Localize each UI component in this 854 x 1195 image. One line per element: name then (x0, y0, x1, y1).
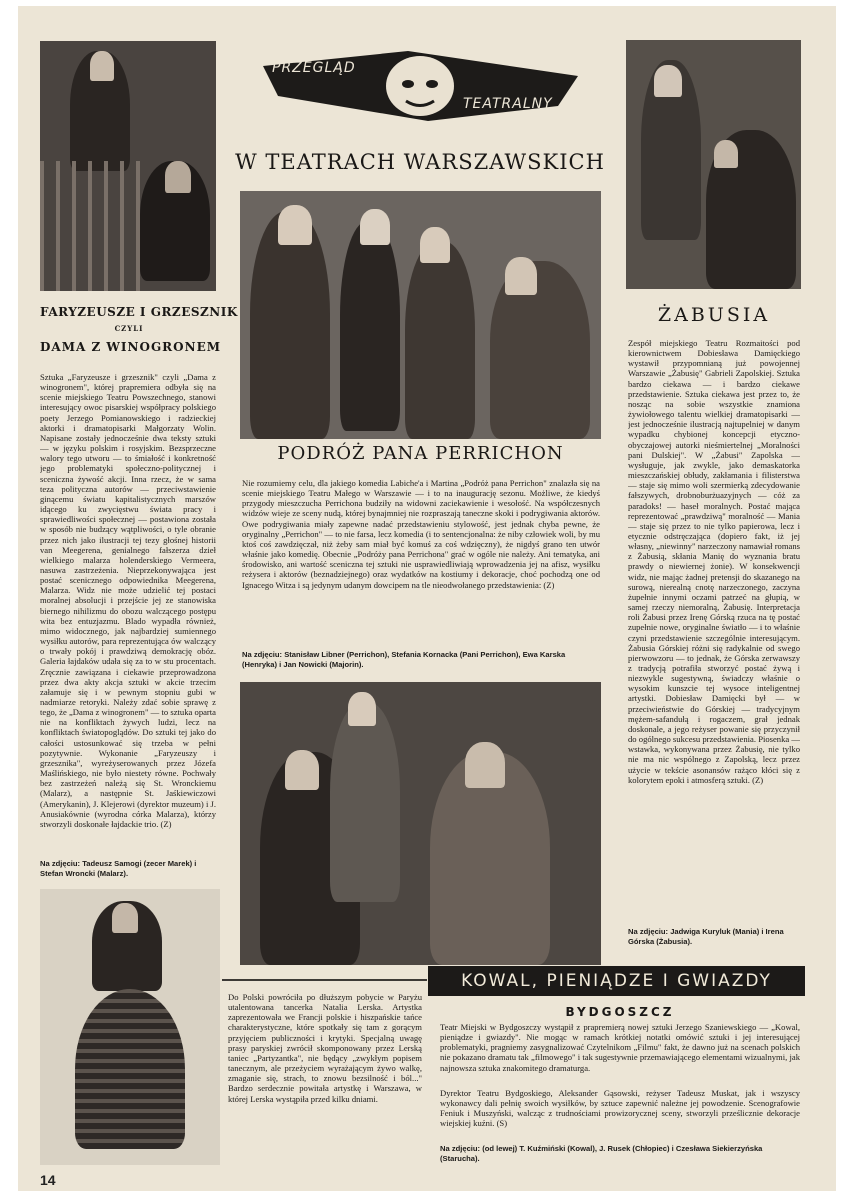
kowal-caption: Na zdjęciu: (od lewej) T. Kuźmiński (Kowal), J. Rusek (Chłopiec) i Czesława Siekierzyńska (Starucha). (440, 1144, 763, 1163)
dama-title: DAMA Z WINOGRONEM (40, 340, 222, 354)
divider-line (222, 979, 427, 981)
czyli-label: CZYLI (114, 324, 144, 333)
masthead-line2: TEATRALNY (463, 96, 553, 112)
kowal-article-2: Dyrektor Teatru Bydgoskiego, Aleksander Gąsowski, reżyser Tadeusz Muskat, jak i wszyscy wykonawcy dali pełnię swoich wysiłków, by sztuce zapewnić należne jej powodzenie. Scenografowie Feniuk i Muszyński, walcząc z trudnościami prowizorycznej sceny, stworzyli prześlicznie dekoracje wiejskiej kuźni. (S) (440, 1088, 800, 1129)
photo-lerska (40, 889, 220, 1165)
photo-perrichon (240, 191, 601, 439)
photo-faryzeusze (40, 41, 216, 291)
actor-face (285, 750, 319, 790)
perrichon-caption: Na zdjęciu: Stanisław Libner (Perrichon), Stefania Kornacka (Pani Perrichon), Ewa Karska (Henryka) i Jan Nowicki (Majorin). (242, 650, 566, 669)
zabusia-title: ŻABUSIA (657, 304, 771, 326)
actor-face (505, 257, 537, 295)
perrichon-article: Nie rozumiemy celu, dla jakiego komedia Labiche'a i Martina „Podróż pana Perrichon" znalazła się na scenie miejskiego Teatru Małego w Warszawie — i to na inaugurację sezonu. Możliwe, że kiedyś przygody mieszczucha Perrichona budziły na widowni zaciekawienie i wesołość. Na współczesnych widzów wieje ze sceny nudą, której bynajmniej nie rozpraszają taneczne skoki i podrygiwania aktorów. Owe podrygiwania miały zapewne nadać przedstawieniu stylowość, jest jednak chyba pewne, że oryginalny „Perrichon" — to nie farsa, lecz komedia (i to sentencjonalna: że niby człowiek woli, by mu ktoś coś zawdzięczał, niż żeby sam miał być komuś za coś wdzięczny), że nigdyś grano ten utwór właśnie jako komedię. Obecnie „Podróży pana Perrichona" grać w ogóle nie należy. Ani tematyka, ani środowisko, ani wartość sceniczna tej sztuki nie usprawiedliwiają wprowadzenia jej na afisz, wysiłku reżysera i aktorów (beznadziejnego) oraz wydatków na kostiumy i dekoracje, choć pochodzą one od Ignacego Witza i są jedynym udanym dowcipem na tle nieodwołanego przedstawienia: (Z) (242, 478, 600, 590)
perrichon-title: PODRÓŻ PANA PERRICHON (277, 443, 564, 464)
actor-face (360, 209, 390, 245)
actor-face (165, 161, 191, 193)
zabusia-caption: Na zdjęciu: Jadwiga Kuryluk (Mania) i Irena Górska (Żabusia). (628, 927, 784, 946)
zabusia-article: Zespół miejskiego Teatru Rozmaitości pod kierownictwem Dobiesława Damięckiego wystawił przypomnianą już powojennej Warszawie „Żabusię" Gabrieli Zapolskiej. Sztuka bardzo ciekawa — i bardzo ciekawe przedstawienie. Sztuka ciekawa jest przez to, że nosząc na sobie wszystkie znamiona żywiołowego talentu wielkiej dramatopisarki — jest jednocześnie ilustracją najtupelniej w danym wypadku chybionej koncepcji etyczno-obyczajowej autorki nieśmiertelnej „Moralności pani Dulskiej". W „Żabusi" Zapolska — wysługuje, jak zwykle, jako demaskatorka mieszczańskiej obłudy, zakłamania i filisterstwa — staje się mimo woli szermierką zdecydowanie fałszywych, drobnoburżuazyjnych — cóż za paradoks! — haseł moralnych. Postać mająca reprezentować „prawdziwą" moralność — Mania — staje się przez to nie tylko papierowa, lecz i etycznie odstręczająca (dopiero fakt, iż jej własny, „niewinny" narzeczony namawiał romans z Żabusią, skłania Manię do wyznania bratu prawdy o niewiernej żonie). W konsekwencji widz, nie mając żadnej pretensji do skazanego na surową, nierealną cnotę narzeczonego, zaczyna żupełnie innymi oczami patrzeć na głupią, w samej rzeczy niemoralną, Żabusię. Interpretacja roli Żabusi przez Irenę Górską rzuca na tę postać zupełnie nowe, oryginalne światło — i to właśnie czyni przedstawienie szczególnie interesującym. Żabusia Górskiej różni się radykalnie od swego pierwowzoru — to jednak, że Górska zerwawszy z tradycją potrafiła stworzyć postać żywą i niezwykle sugestywną, świadczy właśnie o wysokim kunszcie tej wysoce inteligentnej artystki. Dobiesław Damięcki był — w przeciwieństwie do Górskiej — tradycyjnym mężem-safandułą i rogaczem, grał jednak doskonale, a jego reżyser powanie się przyczynił do ogólnego sukcesu przedstawienia. Piosenka — wstawka, wykonywana przez Żabusię, nie tylko nie ma nic wspólnego z Zapolską, lecz przez użycie w tekście asonansów rażąco kłóci się z kolorytem epoki i atmosferą sztuki. (Z) (628, 338, 800, 785)
dancer-face (112, 903, 138, 933)
actor-face (90, 51, 114, 81)
masthead-scroll-shape (258, 46, 583, 124)
actor-face (348, 692, 376, 726)
actor-face (465, 742, 505, 788)
page-number: 14 (40, 1172, 56, 1188)
actor-face (420, 227, 450, 263)
actor-face (278, 205, 312, 245)
actor-figure (405, 241, 475, 439)
actor-figure (340, 221, 400, 431)
faryzeusze-title: FARYZEUSZE I GRZESZNIK (40, 305, 238, 319)
kowal-banner: KOWAL, PIENIĄDZE I GWIAZDY (428, 966, 805, 996)
main-title: W TEATRACH WARSZAWSKICH (235, 150, 605, 174)
masthead-line1: PRZEGLĄD (272, 60, 356, 76)
stair-railing (40, 161, 140, 291)
kowal-article-1: Teatr Miejski w Bydgoszczy wystąpił z prapremierą nowej sztuki Jerzego Szaniewskiego — „Kowal, pieniądze i gwiazdy". Nie mogąc w ramach krótkiej notatki omówić sztuki i jej interesującej problematyki, pragniemy zasygnalizować Czytelnikom „Filmu" fakt, że dawno już na scenach polskich nie pokazano dramatu tak „filmowego" i tak sugestywnie przemawiającego elementami wizualnymi, jak najnowsza sztuka znakomitego dramaturga. (440, 1022, 800, 1073)
photo-kowal (240, 682, 601, 965)
actor-face (654, 65, 682, 97)
dancer-skirt (75, 989, 185, 1149)
bydgoszcz-label: BYDGOSZCZ (565, 1005, 675, 1019)
faryzeusze-article: Sztuka „Faryzeusze i grzesznik" czyli „Dama z winogronem", której prapremiera odbyła się na scenie miejskiego Teatru Powszechnego, stanowi interesujący owoc pisarskiej współpracy polskiego poety Jerzego Pomianowskiego i radzieckiej aktorki i dramatopisarki Małgorzaty Wolin. Napisane zostały jednocześnie dwa teksty sztuki — w języku polskim i rosyjskim. Bezsprzeczne walory tego utworu — to śmiałość i konkretność jego problematyki społeczno-politycznej i sceniczna żywość akcji. Inna rzecz, że w sama teza polityczna autorów — przeciwstawienie ginącemu światu kapitalistycznych marszów idącego ku zwycięstwu świata pracy i sprawiedliwości społecznej — postawiona została w sposób nie budzący wątpliwości, o tyle obranie przez nich jako ilustracji tej tezy głośnej historii van Meegerena, genialnego fałszerza dzieł wielkiego malarza holenderskiego Vermeera, nasuwa zastrzeżenia. Nieprzekonywająca jest postać scenicznego odpowiednika Meegerena, Malarza. Widz nie może udzielić tej postaci moralnej absolucji i przejście jej ze stanowiska biernego nihilizmu do obozu walczącego postępu wita bez entuzjazmu. Blado wypadła również, mimo widocznego, jak najbardziej sumiennego wysiłku autorów, para reprezentująca ów walczący o trwały pokój i prawdziwą demokrację obóz. Galeria łajdaków udała się za to w stu procentach. Zręcznie zawiązana i ciekawie przeprowadzona przez dwa akty akcja sztuki w akcie trzecim załamuje się i w pewnym stopniu gubi w nadmiarze retoryki. Należy zdać sobie sprawę z tego, że „Dama z winogronem" — to sztuka oparta nie na konfliktach żywych ludzi, lecz na konfliktach światopoglądów. Do sztuki tej jako do całości ustosunkować się trzeba w pełni pozytywnie. Wykonanie „Faryzeuszy i grzesznika", wyreżyserowanych przez Józefa Maślińskiego, nie było niestety równe. Pochwały bez zastrzeżeń należą się St. Wronckiemu (Malarz), a następnie St. Jaśkiewiczowi (Amerykanin), J. Klejerowi (dyrektor muzeum) i J. Anusiakównie (wyrodna córka Malarza), którzy stworzyli doskonałe łajdackie trio. (Z) (40, 372, 216, 829)
lerska-article: Do Polski powróciła po dłuższym pobycie w Paryżu utalentowana tancerka Natalia Lerska. Artystka zaprezentowała we Francji polskie i hiszpańskie tańce charakterystyczne, które spotkały się tam z gorącym przyjęciem publiczności i krytyki. Specjalną uwagę prasy paryskiej zwrócił skomponowany przez Lerską taniec „Partyzantka", nie będący „zwykłym popisem tanecznym, ale przeżyciem wyrażającym żywo walkę, zmaganie się, strach, to znowu bezsilność i ból..." Bardzo serdecznie powitała artystkę i Warszawa, w której Lerska wystąpiła przed kilku dniami. (228, 992, 422, 1104)
actor-figure (250, 211, 330, 439)
masthead-banner (258, 46, 583, 124)
actor-face (714, 140, 738, 168)
actor-figure (330, 702, 400, 902)
faryzeusze-caption: Na zdjęciu: Tadeusz Samogi (zecer Marek) i Stefan Wroncki (Malarz). (40, 859, 197, 878)
photo-zabusia (626, 40, 801, 289)
